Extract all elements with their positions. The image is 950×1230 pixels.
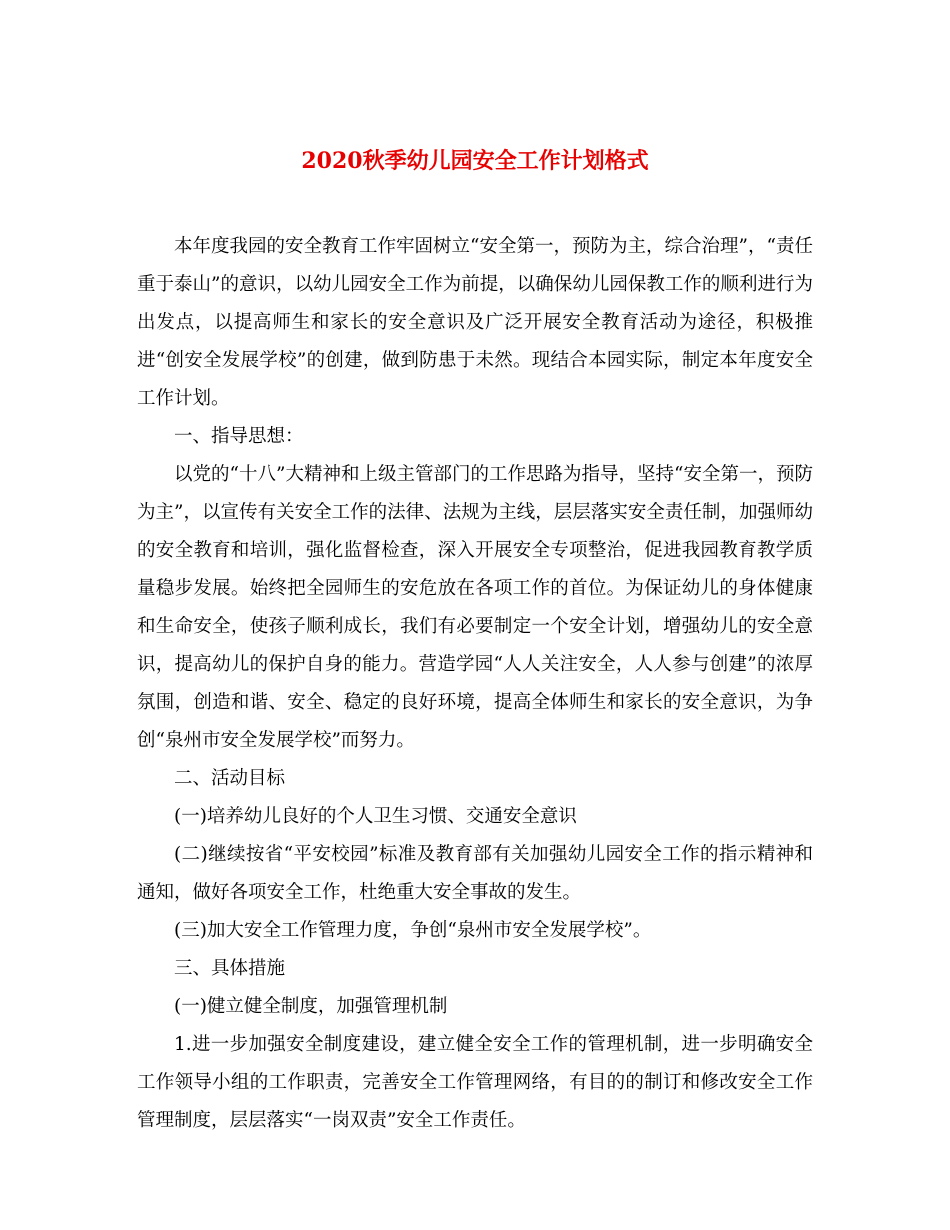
heading-specific-measures: 三、具体措施: [174, 958, 286, 979]
paragraph-guiding-ideology: 以党的“十八”大精神和上级主管部门的工作思路为指导，坚持“安全第一，预防为主”，以宣传有关安全工作的法律、法规为主线，层层落实安全责任制，加强师幼的安全教育和培训，强化监督检查，深入开展安全专项整治，促进我园教育教学质量稳步发展。始终把全园师生的安危放在各项工作的首位。为保证幼儿的身体健康和生命安全，使孩子顺利成长，我们有必要制定一个安全计划，增强幼儿的安全意识，提高幼儿的保护自身的能力。营造学园“人人关注安全，人人参与创建”的浓厚氛围，创造和谐、安全、稳定的良好环境，提高全体师生和家长的安全意识，为争创“泉州市安全发展学校”而努力。: [137, 464, 813, 751]
heading-activity-goals: 二、活动目标: [174, 768, 286, 789]
measure-item-1: 1.进一步加强安全制度建设，建立健全安全工作的管理机制，进一步明确安全工作领导小组的工作职责，完善安全工作管理网络，有目的的制订和修改安全工作管理制度，层层落实“一岗双责”安全工作责任。: [137, 1034, 813, 1131]
goal-item-3: (三)加大安全工作管理力度，争创“泉州市安全发展学校”。: [174, 920, 652, 941]
measure-subheading-1: (一)健立健全制度，加强管理机制: [174, 996, 448, 1017]
goal-item-2: (二)继续按省“平安校园”标准及教育部有关加强幼儿园安全工作的指示精神和通知，做好各项安全工作，杜绝重大安全事故的发生。: [137, 844, 813, 903]
document-title: 2020秋季幼儿园安全工作计划格式: [301, 148, 649, 174]
goal-item-1: (一)培养幼儿良好的个人卫生习惯、交通安全意识: [174, 806, 577, 827]
document-body: [137, 228, 813, 1140]
paragraph-intro: 本年度我园的安全教育工作牢固树立“安全第一，预防为主，综合治理”，“责任重于泰山”的意识，以幼儿园安全工作为前提，以确保幼儿园保教工作的顺利进行为出发点，以提高师生和家长的安全意识及广泛开展安全教育活动为途径，积极推进“创安全发展学校”的创建，做到防患于未然。现结合本园实际，制定本年度安全工作计划。: [137, 236, 813, 409]
heading-guiding-ideology: 一、指导思想：: [174, 426, 304, 447]
